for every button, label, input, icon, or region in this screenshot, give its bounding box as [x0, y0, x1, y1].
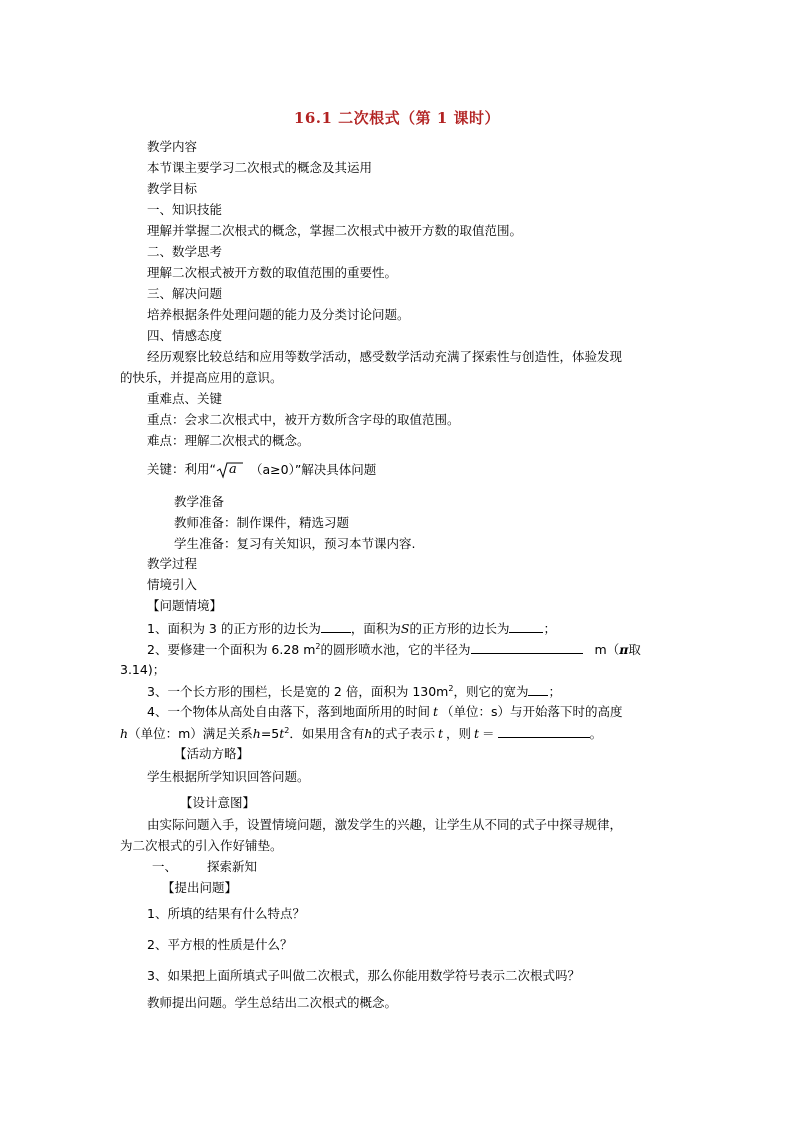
text-segment: （a≥0）”解决具体问题: [249, 461, 377, 477]
text-segment: 的圆形喷水池，它的半径为: [320, 642, 471, 657]
bracket-heading: 【提出问题】: [162, 880, 238, 895]
section-heading: 重难点、关键: [147, 391, 223, 406]
paragraph: 学生根据所学知识回答问题。: [147, 769, 310, 784]
section-heading: [152, 859, 257, 875]
bracket-heading: 【问题情境】: [147, 598, 223, 613]
paragraph: 培养根据条件处理问题的能力及分类讨论问题。: [147, 307, 410, 322]
paragraph-continued: 的快乐，并提高应用的意识。: [120, 370, 283, 385]
text-segment: （单位：s）与开始落下时的高度: [441, 704, 623, 719]
variable: t: [437, 726, 443, 741]
paragraph: 理解并掌握二次根式的概念，掌握二次根式中被开方数的取值范围。: [147, 223, 523, 238]
paragraph-continued: 为二次根式的引入作好铺垫。: [120, 838, 283, 853]
subheading: 四、情感态度: [147, 328, 223, 343]
text-segment: ，面积为: [350, 621, 401, 636]
page-title: 16.1 二次根式（第 1 课时）: [293, 109, 501, 127]
variable: t: [474, 726, 480, 741]
text-segment: 的正方形的边长为: [409, 621, 510, 636]
variable: h: [252, 726, 261, 741]
text-segment: 探索新知: [207, 859, 258, 874]
text-segment: ；: [543, 621, 556, 636]
paragraph: 本节课主要学习二次根式的概念及其运用: [147, 160, 373, 175]
variable: t: [432, 704, 438, 719]
section-heading: 教学内容: [147, 139, 198, 154]
text-segment: 1、面积为 3 的正方形的边长为: [147, 621, 321, 636]
subheading: 二、数学思考: [147, 244, 223, 259]
question: 1、所填的结果有什么特点？: [147, 906, 305, 921]
superscript: 2: [284, 725, 290, 735]
section-heading: 教学目标: [147, 181, 198, 196]
text-segment: m（: [594, 642, 620, 657]
text-segment: （单位：m）满足关系: [128, 726, 253, 741]
variable: h: [120, 726, 129, 741]
paragraph: 重点：会求二次根式中，被开方数所含字母的取值范围。: [147, 412, 460, 427]
variable: S: [400, 621, 410, 636]
paragraph: 教师准备：制作课件，精选习题: [174, 515, 350, 530]
question-2-continued: 3.14)；: [120, 662, 166, 677]
answer-blank: [471, 641, 583, 654]
section-heading: 教学准备: [174, 494, 225, 509]
question-4-continued: [120, 725, 602, 742]
text-segment: 4、一个物体从高处自由落下，落到地面所用的时间: [147, 704, 430, 719]
question: 3、如果把上面所填式子叫做二次根式，那么你能用数学符号表示二次根式吗？: [147, 968, 580, 983]
bracket-heading: 【活动方略】: [174, 746, 250, 761]
superscript: 2: [315, 641, 321, 651]
answer-blank: [321, 620, 351, 633]
paragraph: 难点：理解二次根式的概念。: [147, 433, 310, 448]
text-segment: 关键：利用“: [147, 461, 216, 477]
text-segment: ，则它的宽为: [453, 684, 529, 699]
section-heading: 教学过程: [147, 556, 198, 571]
superscript: 2: [448, 683, 454, 693]
bracket-heading: 【设计意图】: [180, 795, 256, 810]
paragraph: 由实际问题入手，设置情境问题，激发学生的兴趣，让学生从不同的式子中探寻规律，: [147, 817, 623, 832]
question-4: [147, 704, 623, 720]
text-segment: 2、要修建一个面积为 6.28 m: [147, 642, 316, 657]
text-segment: 取: [628, 642, 641, 657]
sqrt-symbol: [216, 461, 244, 479]
text-segment: ．如果用含有: [289, 726, 365, 741]
answer-blank: [528, 683, 548, 696]
subheading: 三、解决问题: [147, 286, 223, 301]
question-1: [147, 620, 556, 637]
question-3: [147, 683, 561, 700]
paragraph: 教师提出问题。学生总结出二次根式的概念。: [147, 995, 398, 1010]
variable: t: [279, 726, 285, 741]
paragraph: 学生准备：复习有关知识，预习本节课内容.: [174, 536, 416, 551]
answer-blank: [509, 620, 543, 633]
text-segment: 3、一个长方形的围栏，长是宽的 2 倍，面积为 130m: [147, 684, 449, 699]
subheading: 一、知识技能: [147, 202, 223, 217]
question: 2、平方根的性质是什么？: [147, 937, 293, 952]
pi-symbol: π: [619, 642, 629, 657]
paragraph: 理解二次根式被开方数的取值范围的重要性。: [147, 265, 398, 280]
text-segment: 。: [589, 726, 603, 741]
key-point-line: [147, 461, 376, 479]
text-segment: 的式子表示: [372, 726, 435, 741]
text-segment: 一、: [152, 859, 178, 874]
answer-blank: [498, 725, 590, 738]
text-segment: ＝: [482, 726, 495, 741]
paragraph: 经历观察比较总结和应用等数学活动，感受数学活动充满了探索性与创造性，体验发现: [147, 349, 623, 364]
text-segment: ；: [548, 684, 561, 699]
text-segment: ，则: [446, 726, 472, 741]
question-2: [147, 641, 641, 658]
variable: h: [364, 726, 373, 741]
radicand: a: [228, 462, 237, 477]
text-segment: =5: [260, 726, 280, 741]
subheading: 情境引入: [147, 577, 198, 592]
